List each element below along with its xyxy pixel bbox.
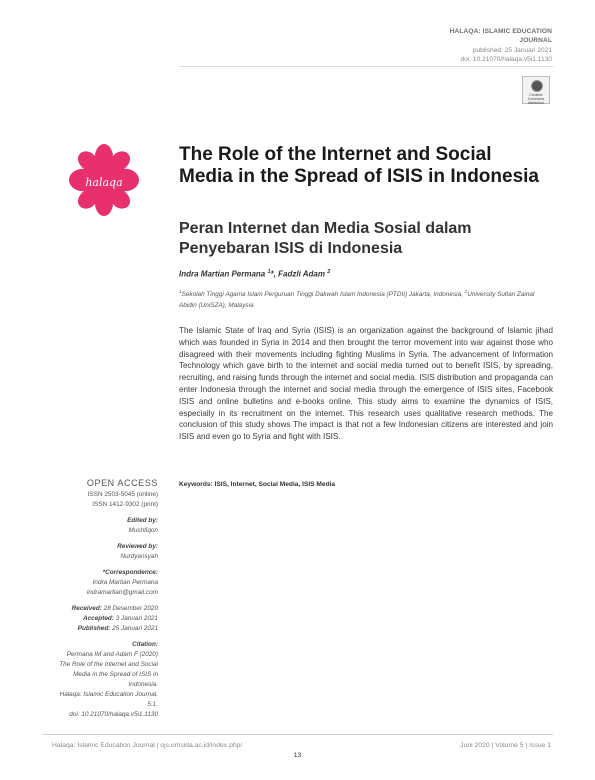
citation-label: Citation: — [132, 641, 158, 648]
received-value: 28 Desember 2020 — [103, 605, 158, 612]
keywords: Keywords: ISIS, Internet, Social Media, ISIS Media — [179, 481, 336, 488]
correspondence-email[interactable]: indramartian@gmail.com — [86, 589, 158, 596]
published-value: 25 Januari 2021 — [112, 625, 158, 632]
page-number: 13 — [293, 752, 302, 759]
citation-line: Permana IM and Adam F (2020) — [66, 651, 158, 658]
editor-name: Mushfiqon — [128, 527, 158, 534]
correspondence-name: Indra Martian Permana — [92, 579, 158, 586]
logo-wordmark: halaqa — [85, 176, 123, 189]
article-subtitle: Peran Internet dan Media Sosial dalam Penyebaran ISIS di Indonesia — [179, 220, 472, 257]
author-2[interactable]: Fadzli Adam — [278, 269, 325, 279]
citation-line: Indonesia. — [128, 681, 158, 688]
reviewer-name: Nurdyansyah — [120, 553, 158, 560]
cc-icon — [531, 80, 543, 92]
open-access-label: OPEN ACCESS — [86, 478, 158, 488]
footer-journal-link[interactable]: Halaqa: Islamic Education Journal | ojs.umsida.ac.id/index.php/ — [52, 742, 243, 749]
citation-line: The Role of the Internet and Social — [59, 661, 158, 668]
published-date: published: 25 Januari 2021 — [472, 46, 552, 54]
affil-1-mark: 1 — [179, 289, 182, 294]
journal-name-line1: HALAQA: ISLAMIC EDUCATION — [449, 28, 552, 35]
journal-header — [450, 27, 552, 64]
corresponding-mark: * — [270, 269, 274, 279]
author-1-affil-mark: 1 — [267, 269, 271, 275]
cc-license-label: Creative Commons Attribution — [527, 93, 545, 105]
issn-print: ISSN 1412-9302 (print) — [92, 501, 158, 508]
author-1[interactable]: Indra Martian Permana — [179, 269, 266, 279]
published-label: Published: — [77, 625, 111, 632]
affiliations — [179, 287, 551, 311]
footer-divider — [42, 734, 553, 735]
abstract: The Islamic State of Iraq and Syria (ISIS) is an organization against the background of Islamic jihad which was founded in Syria in 2014 and then brought the terror movement into war against those who disagreed with their movements including fighting Muslims in Syria. The advancement of Information Technology which gave birth to the internet and social media turned out to benefit ISIS, by spreading, recruiting, and raising funds through the internet and social media. ISIS distribution and propaganda can enter Indonesia through the internet and social media through the emergence of ISIS sites, Facebook ISIS and online bulletins and e-books online. This study aims to examine the dynamics of ISIS, especially in its recruitment on the internet. This research uses qualitative research methods. The conclusion of this study shows The impact is that not a few Indonesian citizens are interested and join ISIS and even go to Syria and fight with ISIS. — [179, 326, 553, 442]
accepted-date — [40, 614, 158, 624]
received-label: Received: — [71, 605, 102, 612]
accepted-value: 3 Januari 2021 — [115, 615, 158, 622]
footer-issue-info: Juni 2020 | Volume 5 | Issue 1 — [460, 742, 551, 749]
article-info-sidebar — [40, 478, 158, 720]
affil-2: University Sultan Zainal Abidin (UniSZA), Malaysia — [179, 291, 535, 309]
citation-line: Halaqa: Islamic Education Journal. — [59, 691, 158, 698]
edited-by-label: Edited by: — [127, 517, 158, 524]
correspondence-label: *Correspondence: — [102, 569, 158, 576]
journal-name-line2: JOURNAL — [519, 37, 552, 45]
doi-link[interactable]: doi: 10.21070/halaqa.v5i1.1130 — [460, 55, 552, 63]
citation-line: Media in the Spread of ISIS in — [73, 671, 158, 678]
received-date — [40, 604, 158, 614]
reviewed-by-label: Reviewed by: — [117, 543, 158, 550]
accepted-label: Accepted: — [83, 615, 114, 622]
cc-license-badge[interactable] — [522, 76, 550, 104]
header-divider — [180, 66, 553, 67]
citation-doi[interactable]: doi: 10.21070/halaqa.v5i1.1130 — [69, 711, 158, 718]
citation-line: 5:1. — [147, 701, 158, 708]
affil-1: Sekolah Tinggi Agama Islam Perguruan Tinggi Dakwah Islam Indonesia (PTDII) Jakarta, Indonesia, — [181, 291, 463, 299]
affil-2-mark: 2 — [464, 289, 468, 294]
halaqa-logo — [65, 142, 143, 218]
author-separator: , — [273, 269, 279, 279]
published-date-sidebar — [40, 624, 158, 634]
author-2-affil-mark: 2 — [327, 269, 331, 275]
article-title: The Role of the Internet and Social Media in the Spread of ISIS in Indonesia — [179, 144, 539, 187]
issn-online: ISSN 2503-5045 (online) — [87, 491, 158, 498]
author-list — [179, 269, 330, 279]
